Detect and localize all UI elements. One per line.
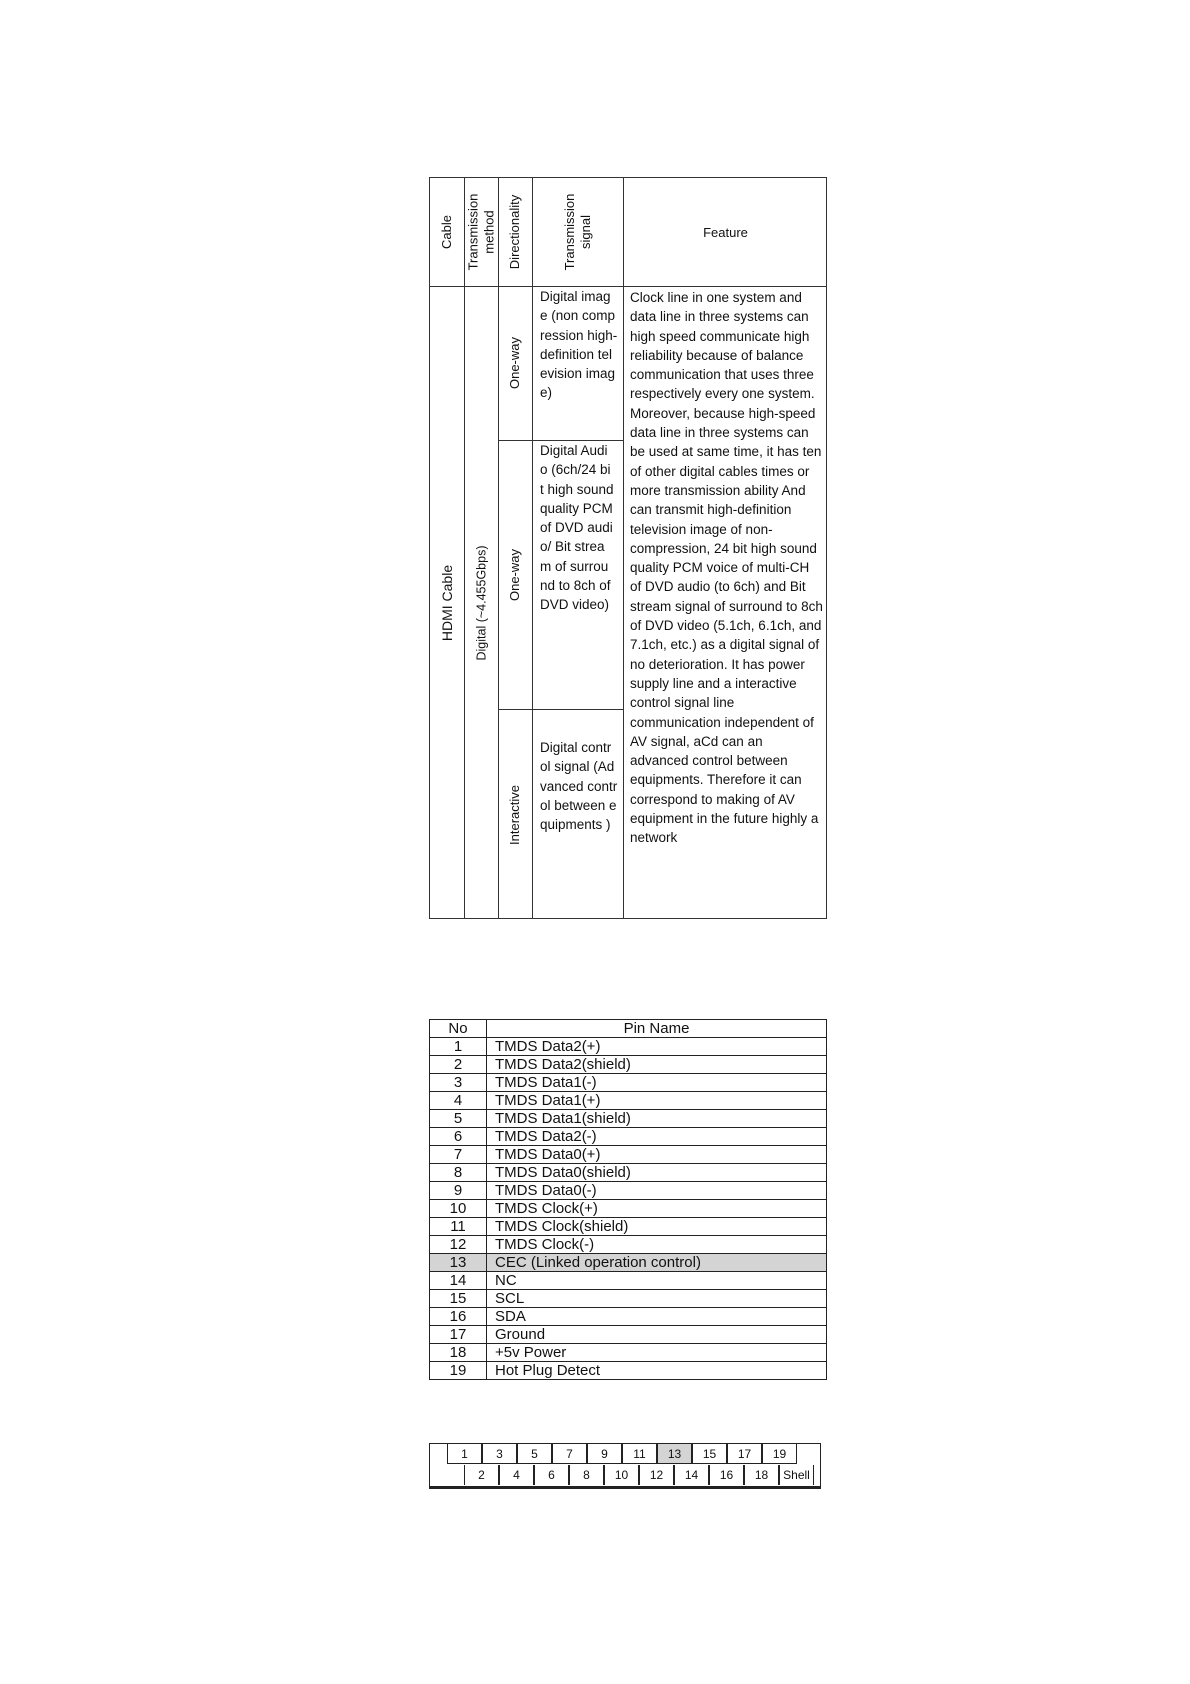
pin-name: TMDS Data0(shield) xyxy=(487,1164,827,1182)
pin-name: Hot Plug Detect xyxy=(487,1362,827,1380)
pin-name: TMDS Clock(-) xyxy=(487,1236,827,1254)
table-row xyxy=(430,1092,827,1110)
pin-name: CEC (Linked operation control) xyxy=(487,1254,827,1272)
pin-name: TMDS Clock(shield) xyxy=(487,1218,827,1236)
table-row xyxy=(430,1236,827,1254)
header-transmission-method-label: Transmission method xyxy=(465,193,497,271)
table-row xyxy=(430,1272,827,1290)
method-value: Digital (~4.455Gbps) xyxy=(474,545,488,661)
table-row xyxy=(430,1200,827,1218)
connector-pin: 5 xyxy=(517,1444,552,1464)
connector-pin-shell: Shell xyxy=(779,1465,814,1485)
header-transmission-signal xyxy=(532,178,623,286)
pin-name: +5v Power xyxy=(487,1344,827,1362)
hdmi-connector-diagram xyxy=(429,1443,821,1489)
column-divider xyxy=(532,178,533,918)
table-row xyxy=(430,1110,827,1128)
pin-no: 1 xyxy=(430,1038,487,1056)
pin-no: 17 xyxy=(430,1326,487,1344)
pin-name: TMDS Data1(-) xyxy=(487,1074,827,1092)
pin-no: 14 xyxy=(430,1272,487,1290)
connector-pin: 9 xyxy=(587,1444,622,1464)
connector-pin: 18 xyxy=(744,1465,779,1485)
table-row xyxy=(430,1218,827,1236)
connector-pin: 19 xyxy=(762,1444,797,1464)
table-row xyxy=(430,1290,827,1308)
table-row xyxy=(430,1056,827,1074)
pin-name: SCL xyxy=(487,1290,827,1308)
table-row-highlighted xyxy=(430,1254,827,1272)
pin-table-header xyxy=(430,1020,827,1038)
pin-no: 10 xyxy=(430,1200,487,1218)
pin-name: TMDS Data1(+) xyxy=(487,1092,827,1110)
pin-no: 11 xyxy=(430,1218,487,1236)
connector-pin: 8 xyxy=(569,1465,604,1485)
pin-name: TMDS Clock(+) xyxy=(487,1200,827,1218)
table-row xyxy=(430,1362,827,1380)
pin-no: 5 xyxy=(430,1110,487,1128)
connector-pin: 16 xyxy=(709,1465,744,1485)
pin-no: 3 xyxy=(430,1074,487,1092)
pin-no: 19 xyxy=(430,1362,487,1380)
cable-cell xyxy=(430,286,464,920)
pin-name: TMDS Data2(-) xyxy=(487,1128,827,1146)
header-no: No xyxy=(430,1020,487,1038)
pin-name: TMDS Data0(+) xyxy=(487,1146,827,1164)
header-directionality-label: Directionality xyxy=(507,194,523,270)
table-row xyxy=(430,1074,827,1092)
table-row xyxy=(430,1326,827,1344)
header-transmission-method xyxy=(464,178,498,286)
direction-cell xyxy=(498,709,532,920)
connector-pin: 1 xyxy=(447,1444,482,1464)
table-row xyxy=(430,1128,827,1146)
feature-cell: Clock line in one system and data line in three systems can high speed communicate high reliability because of balance communication that uses three respectively every one system. Moreover, because high-speed data line in three systems can be used at same time, it has ten of other digital cables times or more transmission ability And can transmit high-definition television image of non-compression, 24 bit high sound quality PCM voice of multi-CH of DVD audio (to 6ch) and Bit stream signal of surround to 8ch of DVD video (5.1ch, 6.1ch, and 7.1ch, etc.) as a digital signal of no deterioration. It has power supply line and a interactive control signal line communication independent of AV signal, aCd can an advanced control between equipments. Therefore it can correspond to making of AV equipment in the future highly a network xyxy=(630,290,823,846)
pin-name: TMDS Data2(shield) xyxy=(487,1056,827,1074)
pin-no: 2 xyxy=(430,1056,487,1074)
cable-value: HDMI Cable xyxy=(439,564,455,642)
column-divider xyxy=(623,178,624,918)
pin-no: 15 xyxy=(430,1290,487,1308)
connector-pin-highlighted: 13 xyxy=(657,1444,692,1464)
method-cell xyxy=(464,286,498,920)
direction-value: One-way xyxy=(507,548,522,601)
connector-pin: 17 xyxy=(727,1444,762,1464)
connector-pin: 15 xyxy=(692,1444,727,1464)
direction-value: One-way xyxy=(507,336,522,390)
header-cable-label: Cable xyxy=(439,215,454,249)
table-row xyxy=(430,1038,827,1056)
pin-name: TMDS Data0(-) xyxy=(487,1182,827,1200)
signal-cell: Digital control signal (Advanced control between equipments ) xyxy=(540,740,618,833)
pin-no: 9 xyxy=(430,1182,487,1200)
pin-no: 8 xyxy=(430,1164,487,1182)
pin-name: TMDS Data2(+) xyxy=(487,1038,827,1056)
pin-no: 16 xyxy=(430,1308,487,1326)
pin-no: 7 xyxy=(430,1146,487,1164)
signal-cell: Digital image (non compression high-definition television image) xyxy=(540,289,618,401)
hdmi-pin-table xyxy=(429,1019,827,1380)
connector-pin: 14 xyxy=(674,1465,709,1485)
pin-no: 4 xyxy=(430,1092,487,1110)
direction-value: Interactive xyxy=(507,784,523,845)
table-row xyxy=(430,1308,827,1326)
header-pin-name: Pin Name xyxy=(487,1020,827,1038)
pin-no: 18 xyxy=(430,1344,487,1362)
table-row xyxy=(430,1182,827,1200)
pin-no: 12 xyxy=(430,1236,487,1254)
connector-pin: 4 xyxy=(499,1465,534,1485)
pin-no: 13 xyxy=(430,1254,487,1272)
pin-name: SDA xyxy=(487,1308,827,1326)
connector-pin: 11 xyxy=(622,1444,657,1464)
connector-pin: 3 xyxy=(482,1444,517,1464)
connector-pin: 2 xyxy=(464,1465,499,1485)
table-row xyxy=(430,1344,827,1362)
header-cable xyxy=(430,178,464,286)
signal-cell: Digital Audio (6ch/24 bit high sound quality PCM of DVD audio/ Bit stream of surround to 8ch of DVD video) xyxy=(540,443,614,613)
header-transmission-signal-label: Transmission signal xyxy=(561,193,593,271)
direction-cell xyxy=(498,440,532,709)
header-feature: Feature xyxy=(703,224,748,240)
table-row xyxy=(430,1146,827,1164)
hdmi-feature-table xyxy=(429,177,827,919)
table-row xyxy=(430,1164,827,1182)
connector-pin: 12 xyxy=(639,1465,674,1485)
pin-name: Ground xyxy=(487,1326,827,1344)
connector-pin: 6 xyxy=(534,1465,569,1485)
direction-cell xyxy=(498,286,532,440)
pin-name: TMDS Data1(shield) xyxy=(487,1110,827,1128)
pin-no: 6 xyxy=(430,1128,487,1146)
connector-pin: 7 xyxy=(552,1444,587,1464)
pin-name: NC xyxy=(487,1272,827,1290)
header-directionality xyxy=(498,178,532,286)
connector-pin: 10 xyxy=(604,1465,639,1485)
